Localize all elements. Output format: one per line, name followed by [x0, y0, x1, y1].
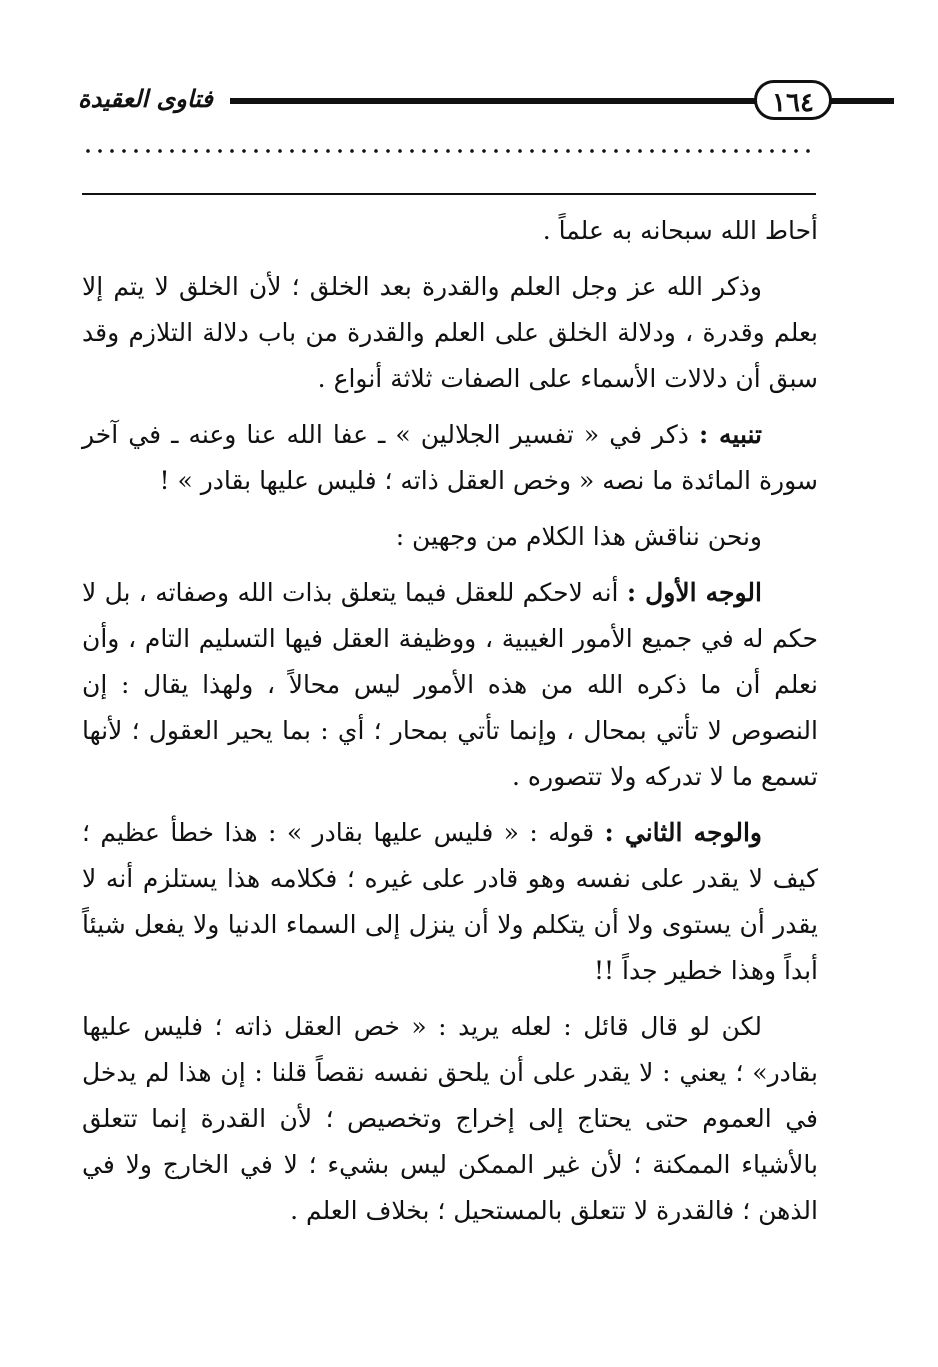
paragraph — [82, 514, 818, 560]
paragraph — [82, 208, 818, 254]
paragraph-text: ذكر في « تفسير الجلالين » ـ عفا الله عنا وعنه ـ في آخر سورة المائدة ما نصه « وخص العقل ذاته ؛ فليس عليها بقادر » ! — [82, 420, 818, 495]
paragraph — [82, 412, 818, 504]
paragraph-text: قوله : « فليس عليها بقادر » : هذا خطأ عظيم ؛ كيف لا يقدر على نفسه وهو قادر على غيره ؛ فكلامه هذا يستلزم أنه لا يقدر أن يستوى ولا أن يتكلم ولا أن ينزل إلى السماء الدنيا ولا يفعل شيئاً أبداً وهذا خطير جداً !! — [82, 818, 818, 985]
paragraph — [82, 810, 818, 994]
paragraph-text: أحاط الله سبحانه به علماً . — [542, 216, 818, 245]
paragraph-lead: الوجه الأول : — [626, 578, 762, 607]
body-text — [82, 208, 818, 1244]
paragraph — [82, 570, 818, 800]
page-header — [78, 78, 818, 128]
paragraph — [82, 1004, 818, 1234]
paragraph-lead: والوجه الثاني : — [604, 818, 762, 847]
page-number: ١٦٤ — [754, 80, 832, 120]
paragraph-text: وذكر الله عز وجل العلم والقدرة بعد الخلق ؛ لأن الخلق لا يتم إلا بعلم وقدرة ، ودلالة الخلق على العلم والقدرة من باب دلالة التلازم وقد سبق أن دلالات الأسماء على الصفات ثلاثة أنواع . — [82, 272, 818, 393]
dotted-divider — [82, 148, 814, 154]
paragraph-text: لكن لو قال قائل : لعله يريد : « خص العقل ذاته ؛ فليس عليها بقادر» ؛ يعني : لا يقدر على أن يلحق نفسه نقصاً قلنا : إن هذا لم يدخل في العموم حتى يحتاج إلى إخراج وتخصيص ؛ لأن القدرة إنما تتعلق بالأشياء الممكنة ؛ لأن غير الممكن ليس بشيء ؛ لا في الخارج ولا في الذهن ؛ فالقدرة لا تتعلق بالمستحيل ؛ بخلاف العلم . — [82, 1012, 818, 1225]
paragraph-text: ونحن نناقش هذا الكلام من وجهين : — [395, 522, 762, 551]
header-rule-right — [830, 98, 894, 104]
paragraph-text: أنه لاحكم للعقل فيما يتعلق بذات الله وصفاته ، بل لا حكم له في جميع الأمور الغيبية ، ووظيفة العقل فيها التسليم التام ، وأن نعلم أن ما ذكره الله من هذه الأمور ليس محالاً ، ولهذا يقال : إن النصوص لا تأتي بمحال ، وإنما تأتي بمحار ؛ أي : بما يحير العقول ؛ لأنها تسمع ما لا تدركه ولا تتصوره . — [82, 578, 818, 791]
running-title: فتاوى العقيدة — [78, 84, 213, 113]
header-rule-left — [230, 98, 756, 104]
header-separator-line — [82, 193, 816, 195]
paragraph-lead: تنبيه : — [698, 420, 762, 449]
paragraph — [82, 264, 818, 402]
